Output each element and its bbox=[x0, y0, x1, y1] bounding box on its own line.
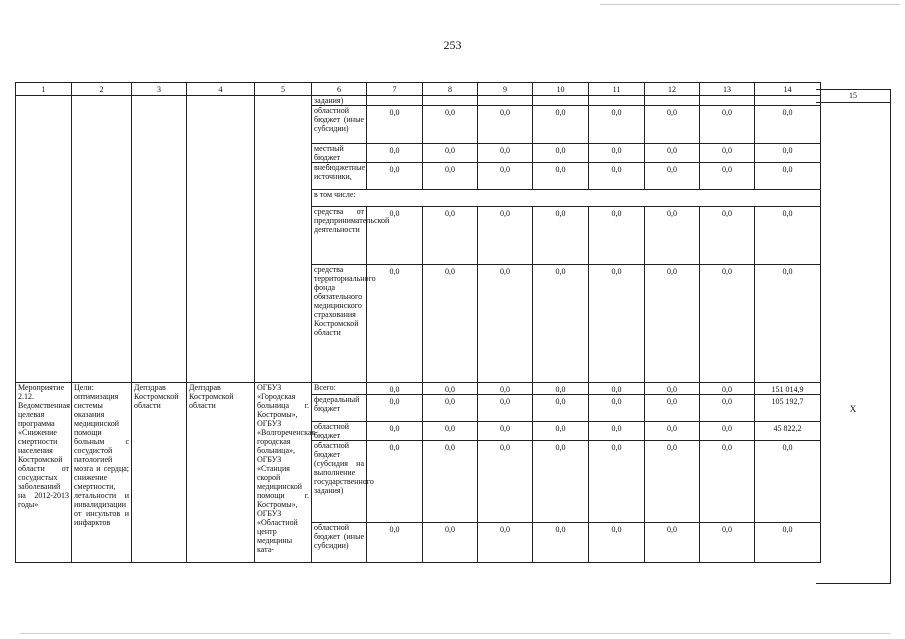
value-cell: 0,0 bbox=[533, 383, 589, 395]
header-cell-7: 7 bbox=[367, 83, 423, 96]
value-cell: 0,0 bbox=[645, 163, 700, 190]
value-cell: 0,0 bbox=[478, 383, 533, 395]
scan-edge-line bbox=[600, 4, 900, 5]
empty-cell bbox=[16, 96, 72, 383]
value-cell: 0,0 bbox=[645, 106, 700, 144]
value-cell: 0,0 bbox=[367, 106, 423, 144]
value-cell: 0,0 bbox=[367, 163, 423, 190]
header-cell-11: 11 bbox=[589, 83, 645, 96]
header-cell-8: 8 bbox=[423, 83, 478, 96]
value-cell bbox=[478, 96, 533, 106]
value-cell: 0,0 bbox=[367, 395, 423, 422]
header-cell-13: 13 bbox=[700, 83, 755, 96]
value-cell: 0,0 bbox=[423, 422, 478, 441]
header-cell-2: 2 bbox=[72, 83, 132, 96]
funding-source-label: местный бюджет bbox=[312, 144, 367, 163]
value-cell: 105 192,7 bbox=[755, 395, 821, 422]
funding-source-label: в том числе: bbox=[312, 190, 821, 207]
value-cell: 0,0 bbox=[589, 441, 645, 523]
value-cell: 0,0 bbox=[478, 163, 533, 190]
value-cell: 0,0 bbox=[478, 265, 533, 383]
value-cell bbox=[589, 96, 645, 106]
column-15-mark: Х bbox=[849, 404, 857, 414]
scan-edge-line bbox=[20, 633, 890, 634]
value-cell: 0,0 bbox=[478, 207, 533, 265]
value-cell: 0,0 bbox=[700, 265, 755, 383]
empty-cell bbox=[187, 96, 255, 383]
value-cell: 0,0 bbox=[367, 207, 423, 265]
value-cell: 0,0 bbox=[423, 106, 478, 144]
value-cell: 0,0 bbox=[423, 383, 478, 395]
value-cell: 0,0 bbox=[755, 163, 821, 190]
value-cell: 0,0 bbox=[478, 395, 533, 422]
measure-col1: Мероприятие 2.12. Ведомственная целевая программа «Снижение смертности населения Костромской области от сосудистых заболеваний на 2012-2013 годы» bbox=[16, 383, 72, 563]
funding-source-label: областной бюджет (иные субсидии) bbox=[312, 523, 367, 563]
funding-source-label: средства территориального фонда обязательного медицинского страхования Костромской области bbox=[312, 265, 367, 383]
value-cell: 0,0 bbox=[423, 395, 478, 422]
value-cell: 0,0 bbox=[589, 523, 645, 563]
value-cell bbox=[367, 96, 423, 106]
funding-source-label: областной бюджет (субсидия на выполнение государственного задания) bbox=[312, 441, 367, 523]
value-cell bbox=[533, 96, 589, 106]
value-cell: 0,0 bbox=[755, 106, 821, 144]
value-cell: 0,0 bbox=[700, 441, 755, 523]
empty-cell bbox=[255, 96, 312, 383]
value-cell: 0,0 bbox=[700, 383, 755, 395]
value-cell: 0,0 bbox=[367, 441, 423, 523]
value-cell: 0,0 bbox=[533, 106, 589, 144]
funding-source-label: внебюджетные источники, bbox=[312, 163, 367, 190]
measure-col5: ОГБУЗ «Городская больница г. Костромы», ОГБУЗ «Волгореченская городская больница», ОГБУЗ «Станция скорой медицинской помощи г. Костромы», ОГБУЗ «Областной центр медицины ката- bbox=[255, 383, 312, 563]
value-cell: 0,0 bbox=[589, 163, 645, 190]
value-cell: 0,0 bbox=[533, 523, 589, 563]
column-15-body bbox=[816, 101, 891, 584]
value-cell: 0,0 bbox=[533, 163, 589, 190]
header-cell-5: 5 bbox=[255, 83, 312, 96]
value-cell: 0,0 bbox=[367, 422, 423, 441]
value-cell: 0,0 bbox=[423, 163, 478, 190]
budget-table bbox=[15, 82, 821, 563]
value-cell: 0,0 bbox=[700, 207, 755, 265]
header-cell-14: 14 bbox=[755, 83, 821, 96]
header-cell-9: 9 bbox=[478, 83, 533, 96]
value-cell: 45 822,2 bbox=[755, 422, 821, 441]
value-cell: 0,0 bbox=[755, 144, 821, 163]
value-cell bbox=[645, 96, 700, 106]
funding-source-label: федеральный бюджет bbox=[312, 395, 367, 422]
header-cell-6: 6 bbox=[312, 83, 367, 96]
value-cell bbox=[700, 96, 755, 106]
value-cell: 0,0 bbox=[700, 106, 755, 144]
value-cell: 0,0 bbox=[700, 144, 755, 163]
value-cell: 0,0 bbox=[478, 144, 533, 163]
value-cell: 0,0 bbox=[755, 207, 821, 265]
value-cell: 0,0 bbox=[478, 422, 533, 441]
value-cell: 0,0 bbox=[700, 163, 755, 190]
table-row bbox=[16, 383, 821, 395]
value-cell: 0,0 bbox=[533, 395, 589, 422]
value-cell: 0,0 bbox=[367, 383, 423, 395]
value-cell: 0,0 bbox=[367, 265, 423, 383]
header-row bbox=[16, 83, 821, 96]
value-cell: 0,0 bbox=[589, 265, 645, 383]
value-cell: 0,0 bbox=[700, 422, 755, 441]
value-cell: 0,0 bbox=[645, 523, 700, 563]
value-cell: 0,0 bbox=[589, 395, 645, 422]
value-cell: 0,0 bbox=[367, 144, 423, 163]
value-cell: 0,0 bbox=[645, 265, 700, 383]
value-cell: 0,0 bbox=[533, 441, 589, 523]
measure-col2: Цели: оптимизация системы оказания медицинской помощи больным с сосудистой патологией мозга и сердца; снижение смертности, летальности и инвалидизации от инсультов и инфарктов bbox=[72, 383, 132, 563]
funding-source-label: задания) bbox=[312, 96, 367, 106]
value-cell: 0,0 bbox=[589, 207, 645, 265]
funding-source-label: средства от предпринимательской деятельности bbox=[312, 207, 367, 265]
header-cell-12: 12 bbox=[645, 83, 700, 96]
measure-col3: Депздрав Костромской области bbox=[132, 383, 187, 563]
header-cell-10: 10 bbox=[533, 83, 589, 96]
value-cell: 0,0 bbox=[755, 265, 821, 383]
value-cell: 0,0 bbox=[533, 207, 589, 265]
funding-source-label: областной бюджет bbox=[312, 422, 367, 441]
value-cell: 0,0 bbox=[423, 207, 478, 265]
value-cell: 0,0 bbox=[645, 422, 700, 441]
header-cell-15: 15 bbox=[816, 89, 891, 103]
value-cell: 0,0 bbox=[645, 395, 700, 422]
value-cell: 0,0 bbox=[755, 441, 821, 523]
header-cell-4: 4 bbox=[187, 83, 255, 96]
value-cell: 0,0 bbox=[533, 265, 589, 383]
value-cell: 0,0 bbox=[423, 265, 478, 383]
value-cell: 0,0 bbox=[478, 441, 533, 523]
page-number: 253 bbox=[443, 38, 462, 52]
value-cell: 0,0 bbox=[700, 523, 755, 563]
funding-source-label: Всего: bbox=[312, 383, 367, 395]
value-cell: 0,0 bbox=[645, 207, 700, 265]
empty-cell bbox=[132, 96, 187, 383]
value-cell: 0,0 bbox=[367, 523, 423, 563]
value-cell: 151 014,9 bbox=[755, 383, 821, 395]
empty-cell bbox=[72, 96, 132, 383]
value-cell: 0,0 bbox=[423, 144, 478, 163]
value-cell: 0,0 bbox=[533, 422, 589, 441]
value-cell: 0,0 bbox=[645, 383, 700, 395]
header-cell-3: 3 bbox=[132, 83, 187, 96]
header-cell-1: 1 bbox=[16, 83, 72, 96]
table-row bbox=[16, 96, 821, 106]
value-cell: 0,0 bbox=[589, 144, 645, 163]
value-cell: 0,0 bbox=[423, 441, 478, 523]
value-cell: 0,0 bbox=[589, 383, 645, 395]
value-cell: 0,0 bbox=[645, 441, 700, 523]
value-cell: 0,0 bbox=[478, 523, 533, 563]
value-cell: 0,0 bbox=[755, 523, 821, 563]
value-cell: 0,0 bbox=[533, 144, 589, 163]
value-cell bbox=[423, 96, 478, 106]
value-cell: 0,0 bbox=[589, 422, 645, 441]
measure-col4: Депздрав Костромской области bbox=[187, 383, 255, 563]
value-cell: 0,0 bbox=[423, 523, 478, 563]
value-cell bbox=[755, 96, 821, 106]
value-cell: 0,0 bbox=[478, 106, 533, 144]
funding-source-label: областной бюджет (иные субсидии) bbox=[312, 106, 367, 144]
value-cell: 0,0 bbox=[700, 395, 755, 422]
value-cell: 0,0 bbox=[589, 106, 645, 144]
value-cell: 0,0 bbox=[645, 144, 700, 163]
